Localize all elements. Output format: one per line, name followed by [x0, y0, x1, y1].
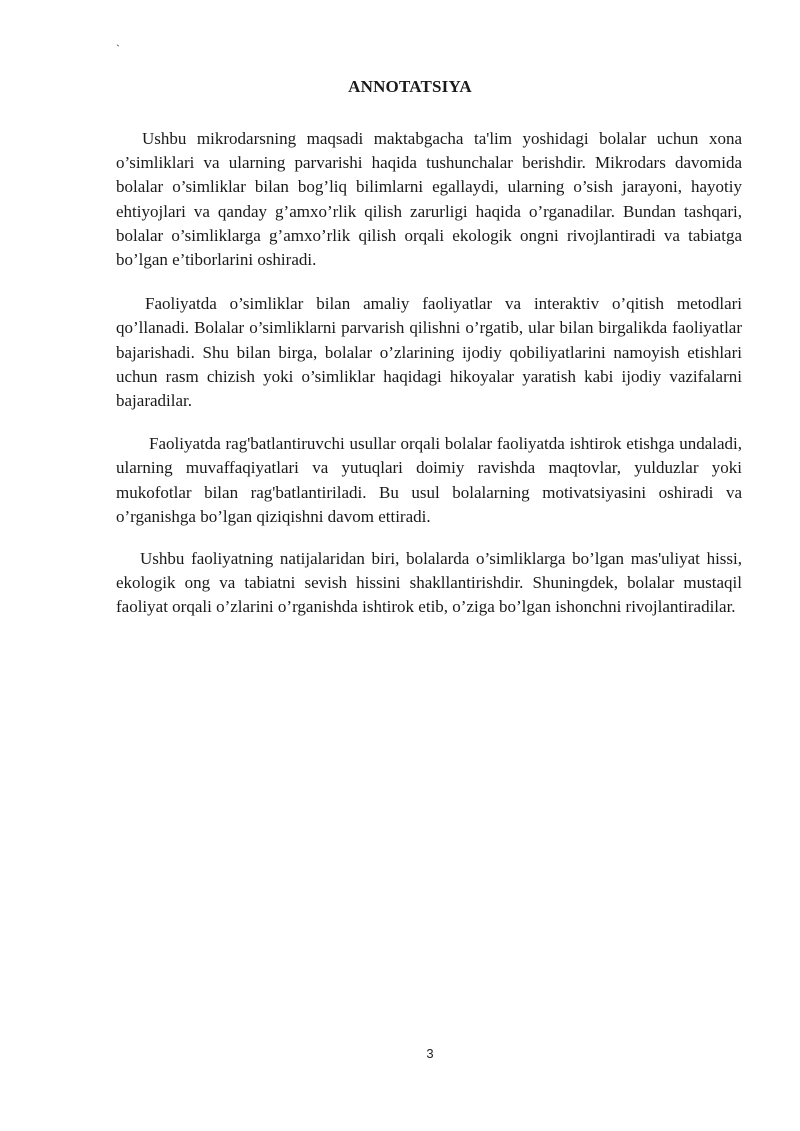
paragraph-1: Ushbu mikrodarsning maqsadi maktabgacha ta'lim yoshidagi bolalar uchun xona o’simliklari va ularning parvarishi haqida tushunchalar berishdir. Mikrodars davomida bolalar o’simliklar bilan bog’liq bilimlarni egallaydi, ularning o’sish jarayoni, hayotiy ehtiyojlari va qanday g’amxo’rlik qilish zarurligi haqida o’rganadilar. Bundan tashqari, bolalar o’simliklarga g’amxo’rlik qilish orqali ekologik ongni rivojlantiradi va tabiatga bo’lgan e’tiborlarini oshiradi.	[116, 129, 742, 270]
paragraph-2: Faoliyatda o’simliklar bilan amaliy faoliyatlar va interaktiv o’qitish metodlari qo’llanadi. Bolalar o’simliklarni parvarish qilishni o’rgatib, ular bilan birgalikda faoliyatlar bajarishadi. Shu bilan birga, bolalar o’zlarining ijodiy qobiliyatlarini namoyish etishlari uchun rasm chizish yoki o’simliklar haqidagi hikoyalar yaratish kabi ijodiy vazifalarni bajaradilar.	[116, 294, 742, 411]
corner-mark: `	[116, 42, 120, 56]
page-title: ANNOTATSIYA	[348, 77, 472, 96]
paragraph-4: Ushbu faoliyatning natijalaridan biri, bolalarda o’simliklarga bo’lgan mas'uliyat hissi, ekologik ong va tabiatni sevish hissini shakllantirishdir. Shuningdek, bolalar mustaqil faoliyat orqali o’zlarini o’rganishda ishtirok etib, o’ziga bo’lgan ishonchni rivojlantiradilar.	[116, 549, 742, 617]
paragraph-3: Faoliyatda rag'batlantiruvchi usullar orqali bolalar faoliyatda ishtirok etishga undaladi, ularning muvaffaqiyatlari va yutuqlari doimiy ravishda maqtovlar, yulduzlar yoki mukofotlar bilan rag'batlantiriladi. Bu usul bolalarning motivatsiyasini oshiradi va o’rganishga bo’lgan qiziqishni davom ettiradi.	[116, 434, 742, 526]
annotation-body	[116, 127, 742, 640]
page-number: 3	[426, 1046, 434, 1061]
